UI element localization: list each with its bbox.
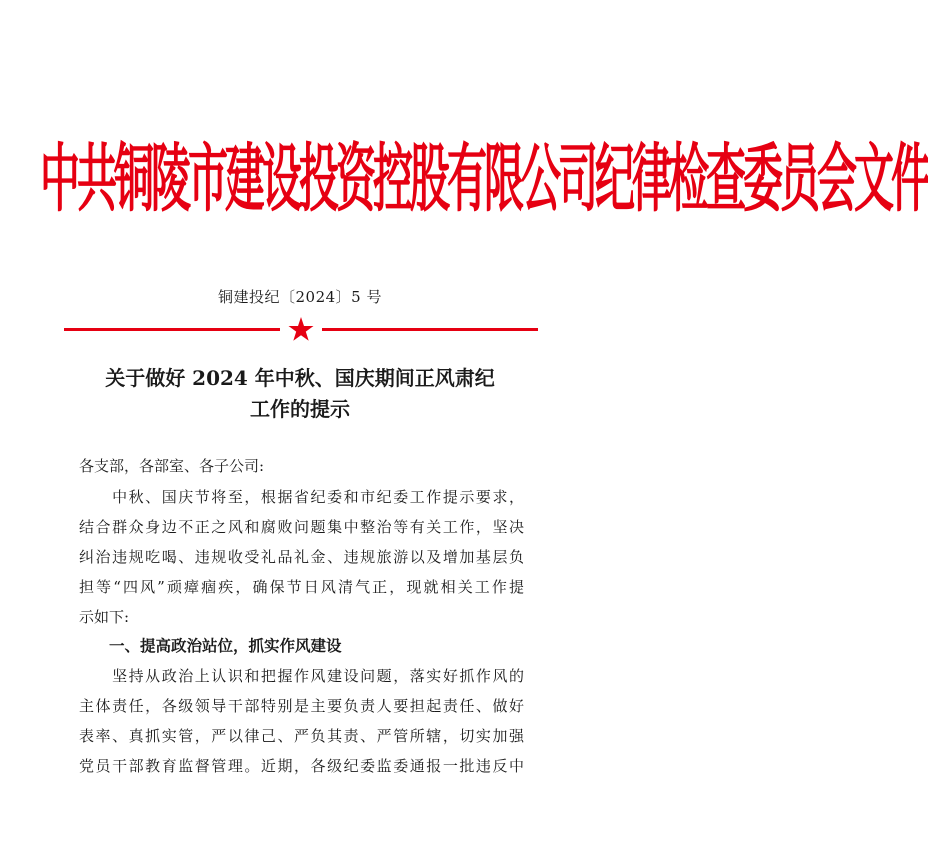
divider-line-left xyxy=(64,328,280,331)
paragraph-line: 结合群众身边不正之风和腐败问题集中整治等有关工作，坚决 xyxy=(79,518,524,536)
paragraph-line: 主体责任，各级领导干部特别是主要负责人要担起责任、做好 xyxy=(79,697,524,715)
paragraph-line: 示如下: xyxy=(79,608,130,626)
paragraph-line: 担等“四风”顽瘴痼疾，确保节日风清气正，现就相关工作提 xyxy=(79,578,524,596)
paragraph-line: 党员干部教育监督管理。近期，各级纪委监委通报一批违反中 xyxy=(79,757,524,775)
paragraph-line: 坚持从政治上认识和把握作风建设问题，落实好抓作风的 xyxy=(79,667,524,685)
document-title-line-2: 工作的提示 xyxy=(250,397,350,421)
red-divider xyxy=(64,318,538,340)
issuer-header-title: 中共铜陵市建设投资控股有限公司纪律检查委员会文件 xyxy=(40,137,928,223)
salutation: 各支部，各部室、各子公司: xyxy=(79,457,265,475)
paragraph-line: 表率、真抓实管，严以律己、严负其责、严管所辖，切实加强 xyxy=(79,727,524,745)
divider-line-right xyxy=(322,328,538,331)
red-star-icon xyxy=(288,316,314,342)
paragraph-line: 中秋、国庆节将至，根据省纪委和市纪委工作提示要求， xyxy=(79,488,524,506)
document-title-line-1: 关于做好 2024 年中秋、国庆期间正风肃纪 xyxy=(105,366,495,390)
document-number: 铜建投纪〔2024〕5 号 xyxy=(218,288,382,306)
section-heading-1: 一、提高政治站位，抓实作风建设 xyxy=(109,637,342,655)
paragraph-line: 纠治违规吃喝、违规收受礼品礼金、违规旅游以及增加基层负 xyxy=(79,548,524,566)
